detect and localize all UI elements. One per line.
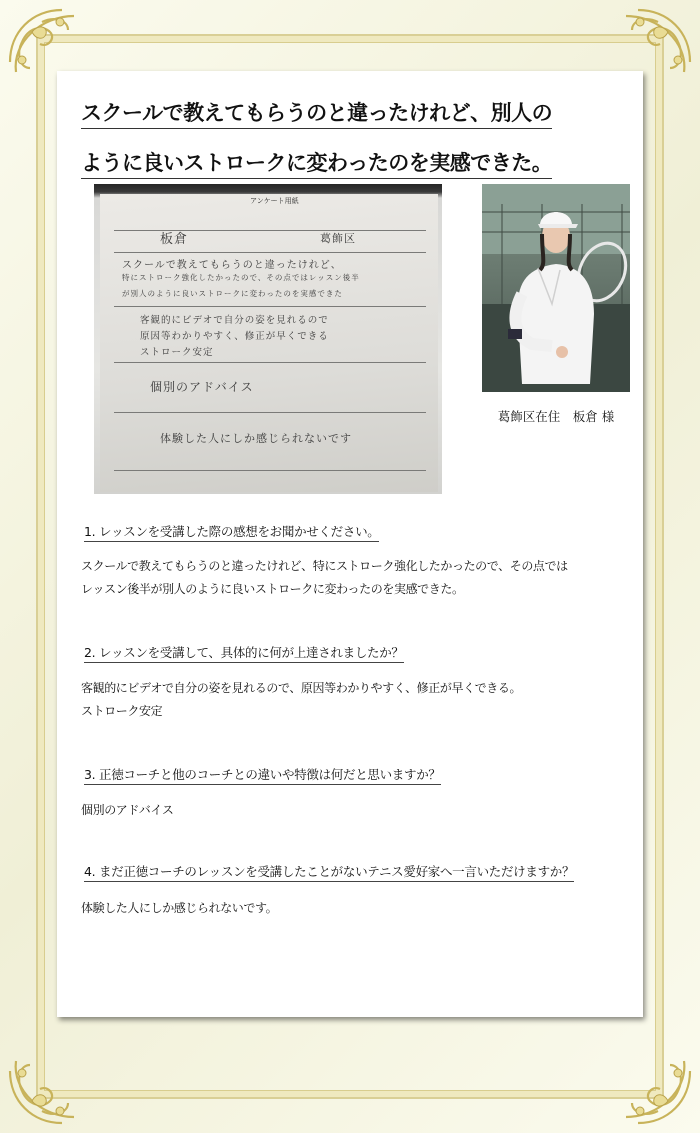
answer-1-line-1: スクールで教えてもらうのと違ったけれど、特にストローク強化したかったので、その点では xyxy=(81,559,568,573)
answer-2-line-1: 客観的にビデオで自分の姿を見れるので、原因等わかりやすく、修正が早くできる。 xyxy=(81,681,522,695)
answer-1-line-2: レッスン後半が別人のように良いストロークに変わったのを実感できた。 xyxy=(81,582,464,596)
sheet-rule xyxy=(114,412,426,413)
answer-3 xyxy=(81,799,173,822)
question-1: 1. レッスンを受講した際の感想をお聞かせください。 xyxy=(84,522,379,542)
handwritten-name: 板倉 xyxy=(160,232,189,247)
answer-2-line-2: ストローク安定 xyxy=(81,704,163,718)
handwritten-area: 葛飾区 xyxy=(320,232,356,245)
question-2: 2. レッスンを受講して、具体的に何が上達されましたか？ xyxy=(84,643,404,663)
sheet-rule xyxy=(114,306,426,307)
survey-title: アンケート用紙 xyxy=(250,197,299,205)
corner-ornament-icon xyxy=(608,1041,698,1131)
survey-sheet xyxy=(100,194,438,492)
sheet-rule xyxy=(114,470,426,471)
handwritten-answer-4: 体験した人にしか感じられないです xyxy=(160,432,352,445)
sheet-rule xyxy=(114,252,426,253)
headline-line-2: ように良いストロークに変わったのを実感できた。 xyxy=(81,148,552,179)
handwritten-answer-2b: 原因等わかりやすく、修正が早くできる xyxy=(140,331,329,342)
answer-3-line-1: 個別のアドバイス xyxy=(81,803,174,817)
question-4: 4. まだ正徳コーチのレッスンを受講したことがないテニス愛好家へ一言いただけますか？ xyxy=(84,862,574,882)
handwritten-answer-3: 個別のアドバイス xyxy=(150,380,254,394)
handwritten-answer-1a: スクールで教えてもらうのと違ったけれど、 xyxy=(122,260,342,271)
handwritten-answer-1b: 特にストローク強化したかったので、その点ではレッスン後半 xyxy=(122,273,360,282)
corner-ornament-icon xyxy=(2,1041,92,1131)
handwritten-answer-2c: ストローク安定 xyxy=(140,347,214,358)
answer-1 xyxy=(81,555,568,601)
survey-sheet-photo xyxy=(94,184,442,494)
tennis-player-photo-icon xyxy=(482,184,630,392)
question-3: 3. 正徳コーチと他のコーチとの違いや特徴は何だと思いますか？ xyxy=(84,765,441,785)
answer-4 xyxy=(81,897,277,920)
testimonial-card xyxy=(57,71,643,1017)
headline-line-1: スクールで教えてもらうのと違ったけれど、別人の xyxy=(81,98,552,129)
headline xyxy=(81,91,621,191)
customer-portrait-photo xyxy=(482,184,630,392)
portrait-caption: 葛飾区在住 板倉 様 xyxy=(497,409,615,424)
answer-4-line-1: 体験した人にしか感じられないです。 xyxy=(81,901,278,915)
answer-2 xyxy=(81,677,521,723)
sheet-rule xyxy=(114,362,426,363)
handwritten-answer-2a: 客観的にビデオで自分の姿を見れるので xyxy=(140,315,329,326)
handwritten-answer-1c: が別人のように良いストロークに変わったのを実感できた xyxy=(122,289,343,298)
